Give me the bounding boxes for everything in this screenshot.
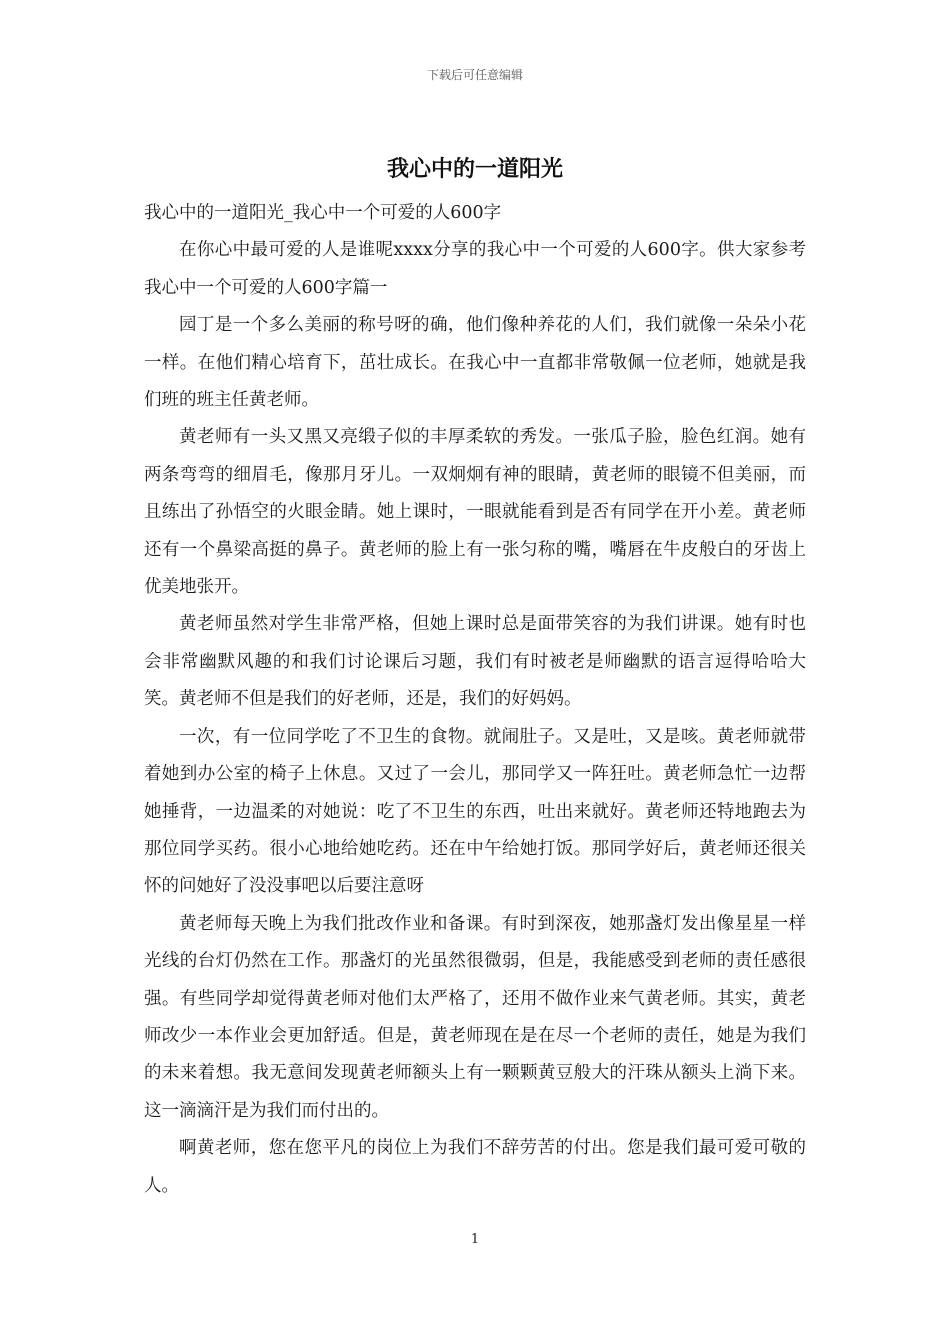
paragraph: 黄老师虽然对学生非常严格，但她上课时总是面带笑容的为我们讲课。她有时也会非常幽默风趣的和我们讨论课后习题，我们有时被老是师幽默的语言逗得哈哈大笑。黄老师不但是我们的好老师，还是，我们的好妈妈。 bbox=[144, 614, 806, 710]
page-header: 下载后可任意编辑 bbox=[426, 68, 523, 82]
paragraph: 在你心中最可爱的人是谁呢xxxx分享的我心中一个可爱的人600字。供大家参考我心中一个可爱的人600字篇一 bbox=[144, 240, 806, 298]
paragraph: 一次，有一位同学吃了不卫生的食物。就闹肚子。又是吐，又是咳。黄老师就带着她到办公室的椅子上休息。又过了一会儿，那同学又一阵狂吐。黄老师急忙一边帮她捶背，一边温柔的对她说：吃了不卫生的东西，吐出来就好。黄老师还特地跑去为那位同学买药。很小心地给她吃药。还在中午给她打饭。那同学好后，黄老师还很关怀的问她好了没没事吧以后要注意呀 bbox=[144, 726, 806, 897]
document-title: 我心中的一道阳光 bbox=[386, 156, 563, 182]
document-subtitle: 我心中的一道阳光_我心中一个可爱的人600字 bbox=[144, 203, 502, 223]
paragraph: 黄老师每天晚上为我们批改作业和备课。有时到深夜，她那盏灯发出像星星一样光线的台灯仍然在工作。那盏灯的光虽然很微弱，但是，我能感受到老师的责任感很强。有些同学却觉得黄老师对他们太严格了，还用不做作业来气黄老师。其实，黄老师改少一本作业会更加舒适。但是，黄老师现在是在尽一个老师的责任，她是为我们的未来着想。我无意间发现黄老师额头上有一颗颗黄豆般大的汗珠从额头上淌下来。这一滴滴汗是为我们而付出的。 bbox=[144, 913, 806, 1121]
paragraph: 啊黄老师，您在您平凡的岗位上为我们不辞劳苦的付出。您是我们最可爱可敬的人。 bbox=[144, 1138, 806, 1196]
paragraph: 园丁是一个多么美丽的称号呀的确，他们像种养花的人们，我们就像一朵朵小花一样。在他们精心培育下，茁壮成长。在我心中一直都非常敬佩一位老师，她就是我们班的班主任黄老师。 bbox=[144, 315, 806, 411]
page-number: 1 bbox=[470, 1232, 480, 1247]
paragraph: 黄老师有一头又黑又亮缎子似的丰厚柔软的秀发。一张瓜子脸，脸色红润。她有两条弯弯的细眉毛，像那月牙儿。一双炯炯有神的眼睛，黄老师的眼镜不但美丽，而且练出了孙悟空的火眼金睛。她上课时，一眼就能看到是否有同学在开小差。黄老师还有一个鼻梁高挺的鼻子。黄老师的脸上有一张匀称的嘴，嘴唇在牛皮般白的牙齿上优美地张开。 bbox=[144, 427, 806, 598]
document-body bbox=[144, 195, 806, 1205]
